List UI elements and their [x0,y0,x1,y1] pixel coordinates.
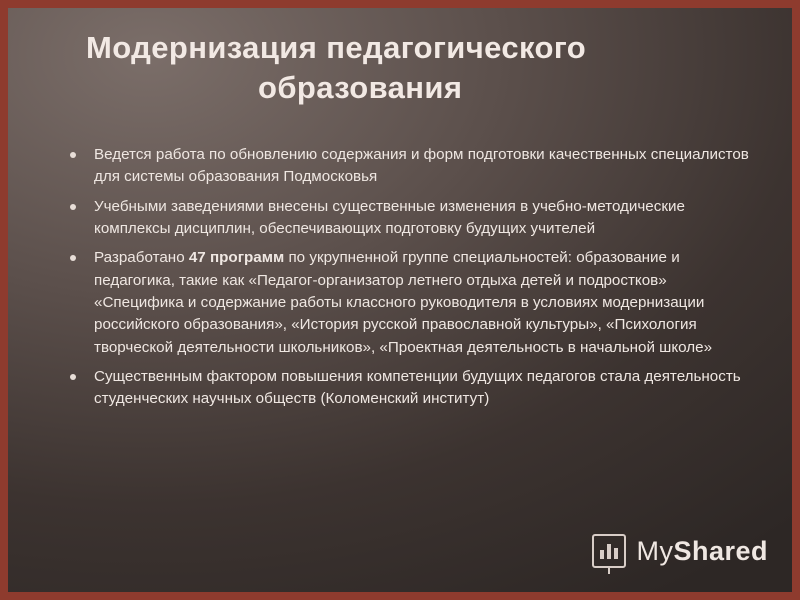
list-item [60,366,760,411]
list-item [60,196,760,241]
watermark-text-light: My [636,535,674,566]
slide-title-line-1: Модернизация педагогического [86,30,587,65]
slide-canvas [8,8,792,592]
chart-presentation-icon [592,534,626,568]
bullet-text-strong: 47 программ [188,249,285,267]
bullet-text-post: по укрупненной группе специальностей: образование и педагогика, такие как «Педагог-организатор летнего отдыха детей и подростков» «Специфика и содержание работы классного руководителя в условиях модернизации российского образования», «История русской православной культуры», «Психология творческой деятельности школьников», «Проектная деятельность в начальной школе» [94,249,713,356]
bullet-text-pre: Существенным фактором повышения компетенции будущих педагогов стала деятельность студенческих научных обществ (Коломенский институт) [94,368,741,408]
myshared-watermark [592,534,768,568]
bullet-text-pre: Учебными заведениями внесены существенные изменения в учебно-методические комплексы дисциплин, обеспечивающих подготовку будущих учителей [94,197,685,238]
list-item [60,247,760,359]
list-item [60,144,760,189]
slide-title [86,28,746,107]
watermark-text [636,536,768,567]
slide-title-line-2: образования [258,69,463,105]
watermark-text-bold: Shared [673,535,768,566]
bullet-list [60,144,760,418]
bullet-text-pre: Разработано [94,249,189,267]
bullet-text-pre: Ведется работа по обновлению содержания и форм подготовки качественных специалистов для системы образования Подмосковья [94,146,749,186]
